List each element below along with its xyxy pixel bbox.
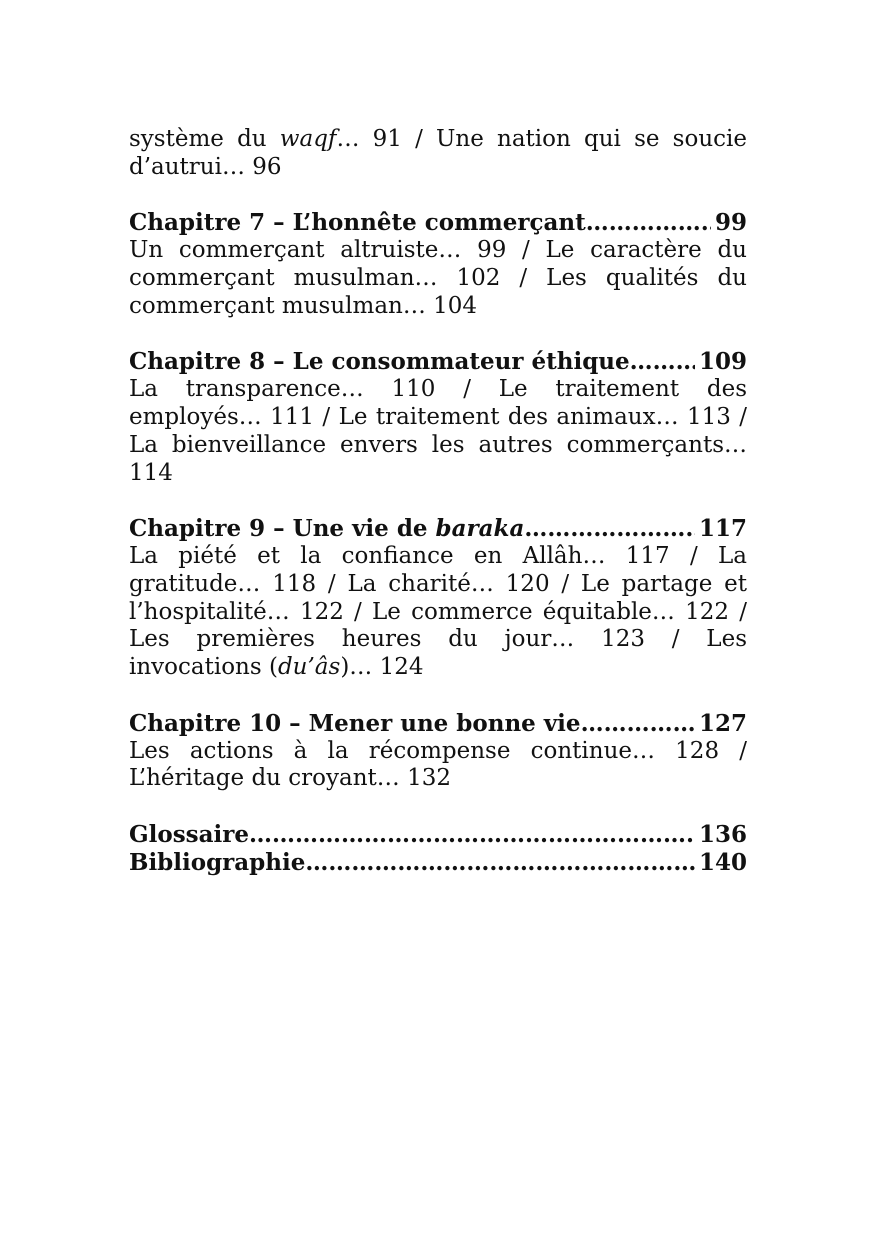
chapter-9-title [129,515,524,543]
glossary-entry [129,821,747,849]
intro-text-start: système du [129,126,280,152]
chapter-10-summary: Les actions à la récompense continue… 128 / L’héritage du croyant… 132 [129,737,747,792]
table-of-contents [129,126,747,877]
chapter-9-summary [129,543,747,682]
leader-dots [586,209,711,237]
chapter-9-summary-italic: du’âs [277,654,341,681]
bibliography-entry [129,849,747,877]
chapter-7-page: 99 [714,209,747,237]
chapter-10 [129,710,747,793]
chapter-9-page: 117 [698,515,747,543]
chapter-9-summary-text: La piété et la confiance en Allâh… 117 / La gratitude… 118 / La charité… 120 / Le partage et l’hospitalité… 122 / Le commerce équitable… 122 / Les premières heures du jour… 123 / Les invocations ( [129,542,747,681]
leader-dots [581,710,695,738]
intro-continuation [129,126,747,182]
chapter-9 [129,515,747,682]
chapter-9-title-text: Chapitre 9 – Une vie de [129,515,436,543]
bibliography-title: Bibliographie [129,848,306,876]
chapter-10-page: 127 [698,709,747,737]
intro-text-end: … 91 / Une nation qui se soucie d’autrui… 96 [129,126,747,180]
leader-dots [630,348,695,376]
chapter-7-title: Chapitre 7 – L’honnête commerçant [129,209,586,237]
backmatter [129,821,747,877]
chapter-8-page: 109 [698,348,747,376]
chapter-9-summary-end: )… 124 [340,654,424,681]
chapter-8 [129,348,747,487]
chapter-8-summary: La transparence… 110 / Le traitement des employés… 111 / Le traitement des animaux… 113 / La bienveillance envers les autres commerçants… 114 [129,376,747,486]
chapter-7-summary: Un commerçant altruiste… 99 / Le caractère du commerçant musulman… 102 / Les qualités du commerçant musulman… 104 [129,237,747,319]
intro-italic-term: waqf [279,126,337,152]
chapter-10-title: Chapitre 10 – Mener une bonne vie [129,709,581,737]
chapter-7 [129,209,747,320]
leader-dots [524,515,695,543]
chapter-8-title: Chapitre 8 – Le consommateur éthique [129,348,630,376]
chapter-8-heading [129,348,747,376]
glossary-page: 136 [698,820,747,848]
chapter-9-heading [129,515,747,543]
leader-dots [249,821,695,849]
chapter-7-heading [129,209,747,237]
leader-dots [305,849,695,877]
bibliography-page: 140 [698,848,747,876]
chapter-10-heading [129,710,747,738]
glossary-title: Glossaire [129,820,250,848]
chapter-9-title-italic: baraka [435,515,525,543]
